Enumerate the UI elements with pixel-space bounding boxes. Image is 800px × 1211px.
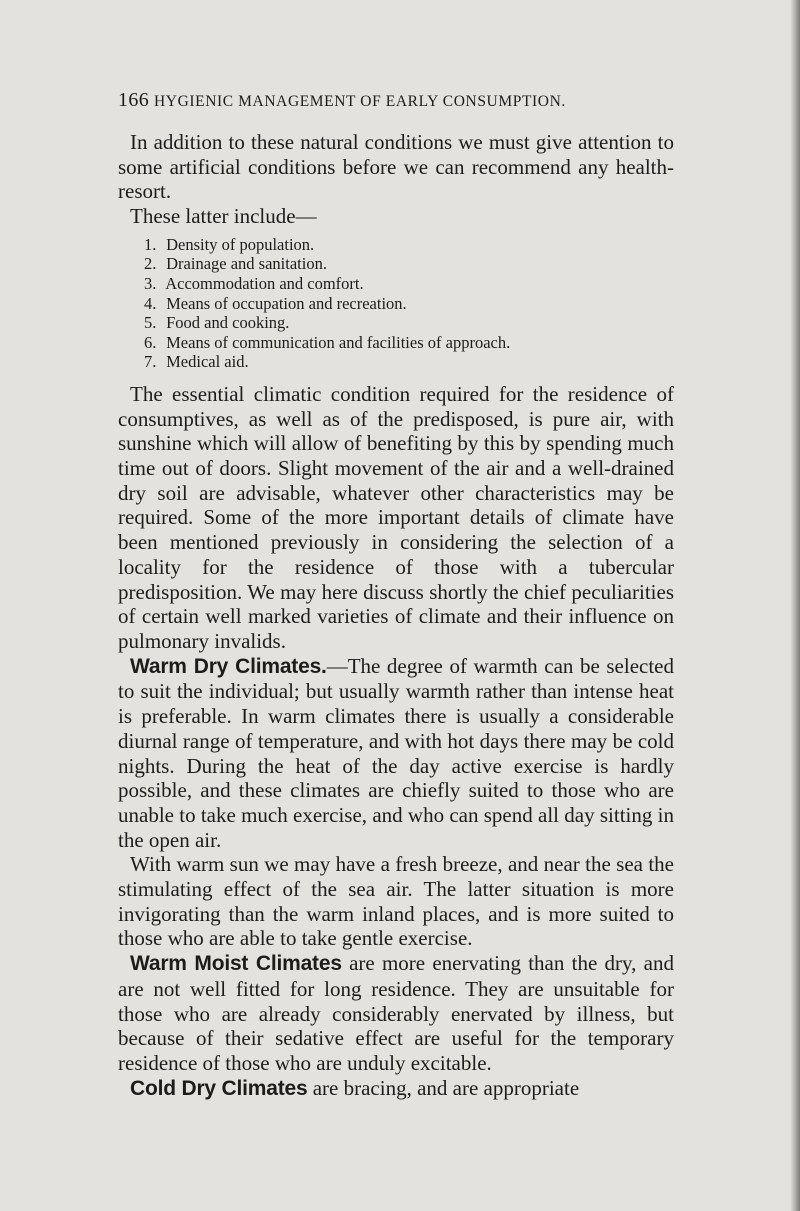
list-item: 6. Means of communication and facilities of approach. (144, 332, 511, 352)
list-item: 3. Accommodation and comfort. (144, 274, 364, 293)
list-item: 1. Density of population. (144, 234, 315, 254)
paragraph-essential-climatic-condition: The essential climatic condition required for the residence of consumptives, as well as of the predisposed, is pure air, with sunshine which will allow of benefiting by this by spending much time out of doors. Slight movement of the air and a well-drained dry soil are advisable, whatever other characteristics may be required. Some of the more important details of climate have been mentioned previously in considering the selection of a locality for the residence of those with a tubercular predisposition. We may here discuss shortly the chief peculiarities of certain well marked varieties of climate and their influence on pulmonary invalids. (118, 381, 674, 653)
paragraph-list-intro: These latter include— (130, 204, 317, 229)
paragraph-warm-dry-climates: Warm Dry Climates.—The degree of warmth can be selected to suit the individual; but usually warmth rather than intense heat is preferable. In warm climates there is usually a considerable diurnal range of temperature, and with hot days there may be cold nights. During the heat of the day active exercise is hardly possible, and these climates are chiefly suited to those who are unable to take much exercise, and who can spend all day sitting in the open air. (118, 653, 674, 852)
running-title: HYGIENIC MANAGEMENT OF EARLY CONSUMPTION. (154, 93, 566, 110)
paragraph-artificial-conditions: In addition to these natural conditions we must give attention to some artificial conditions before we can recommend any health-resort. (118, 130, 674, 204)
conditions-list (144, 235, 674, 372)
section-heading-cold-dry: Cold Dry Climates (130, 1076, 308, 1100)
page-number: 166 (118, 89, 150, 111)
paragraph-warm-moist-climates: Warm Moist Climates are more enervating than the dry, and are not well fitted for long residence. They are unsuitable for those who are already considerably enervated by illness, but because of their sedative effect are useful for the temporary residence of those who are unduly excitable. (118, 951, 674, 1075)
list-item: 2. Drainage and sanitation. (144, 254, 327, 274)
list-item: 4. Means of occupation and recreation. (144, 293, 407, 313)
paragraph-cold-dry-climates: Cold Dry Climates are bracing, and are appropriate (130, 1075, 580, 1100)
list-item: 5. Food and cooking. (144, 313, 290, 333)
list-item: 7. Medical aid. (144, 352, 249, 372)
book-page (118, 90, 674, 1101)
running-header (118, 90, 674, 112)
section-heading-warm-moist: Warm Moist Climates (130, 952, 342, 976)
paragraph-warm-sun: With warm sun we may have a fresh breeze, and near the sea the stimulating effect of the sea air. The latter situation is more invigorating than the warm inland places, and is more suited to those who are able to take gentle exercise. (118, 852, 674, 951)
section-heading-warm-dry: Warm Dry Climates. (130, 654, 327, 678)
page-edge-shadow (790, 0, 800, 1211)
